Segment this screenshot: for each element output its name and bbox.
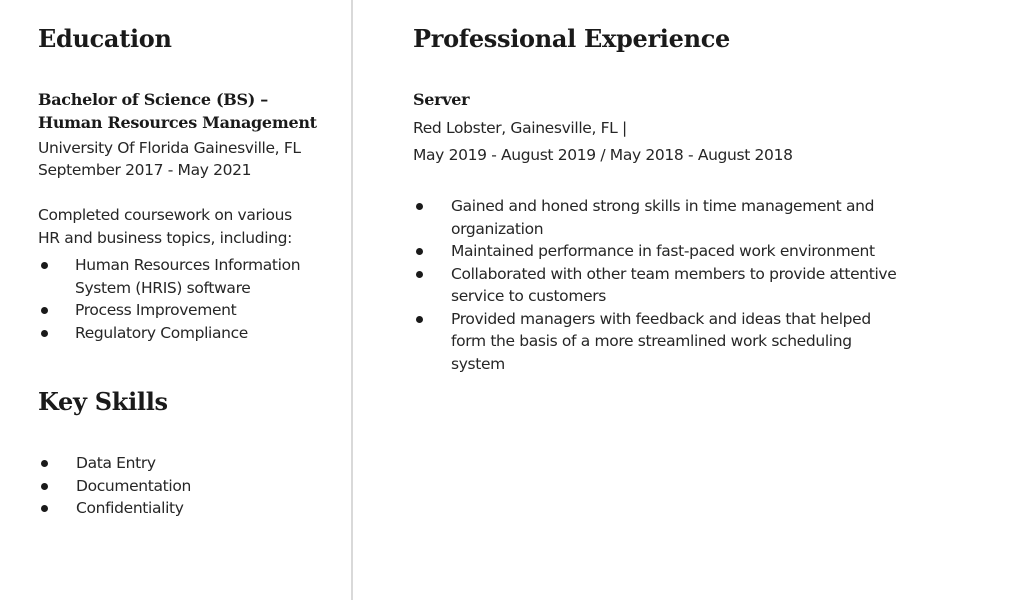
list-item bbox=[38, 322, 328, 345]
skills-list bbox=[38, 452, 328, 520]
employment-dates: May 2019 - August 2019 / May 2018 - August 2018 bbox=[413, 146, 793, 164]
experience-bullets bbox=[413, 195, 953, 375]
skill-label: Documentation bbox=[76, 476, 191, 495]
bullet-line: Gained and honed strong skills in time management and bbox=[451, 197, 875, 215]
bullet-line: Maintained performance in fast-paced work environment bbox=[451, 242, 875, 260]
bullet-line: Provided managers with feedback and ideas that helped bbox=[451, 309, 871, 328]
list-item bbox=[38, 475, 328, 498]
list-item bbox=[413, 240, 953, 263]
key-skills-heading: Key Skills bbox=[38, 387, 168, 416]
course-line: System (HRIS) software bbox=[75, 278, 251, 297]
bullet-icon bbox=[416, 248, 423, 255]
skill-label: Confidentiality bbox=[76, 499, 184, 517]
education-heading: Education bbox=[38, 24, 172, 53]
bullet-icon bbox=[41, 330, 48, 337]
company-location: Red Lobster, Gainesville, FL | bbox=[413, 119, 627, 137]
coursework-list bbox=[38, 254, 328, 344]
bullet-line: service to customers bbox=[451, 287, 607, 305]
skill-label: Data Entry bbox=[76, 454, 156, 472]
bullet-icon bbox=[41, 262, 48, 269]
degree-line-1: Bachelor of Science (BS) – bbox=[38, 90, 268, 109]
course-line: Process Improvement bbox=[75, 301, 237, 319]
list-item bbox=[38, 452, 328, 475]
coursework-line-1: Completed coursework on various bbox=[38, 206, 292, 224]
column-divider bbox=[351, 0, 353, 600]
list-item bbox=[38, 299, 328, 322]
list-item bbox=[413, 308, 953, 376]
job-title: Server bbox=[413, 90, 470, 109]
school-name: University Of Florida Gainesville, FL bbox=[38, 139, 301, 157]
degree-title bbox=[38, 88, 317, 134]
bullet-icon bbox=[41, 460, 48, 467]
coursework-line-2: HR and business topics, including: bbox=[38, 229, 292, 247]
bullet-line: form the basis of a more streamlined work scheduling bbox=[451, 332, 852, 350]
list-item bbox=[413, 195, 953, 240]
list-item bbox=[38, 254, 328, 299]
bullet-line: system bbox=[451, 354, 505, 373]
bullet-icon bbox=[416, 271, 423, 278]
bullet-icon bbox=[416, 316, 423, 323]
degree-line-2: Human Resources Management bbox=[38, 113, 317, 132]
bullet-line: Collaborated with other team members to provide attentive bbox=[451, 264, 897, 283]
course-line: Regulatory Compliance bbox=[75, 323, 248, 342]
course-line: Human Resources Information bbox=[75, 256, 301, 274]
bullet-icon bbox=[41, 483, 48, 490]
list-item bbox=[38, 497, 328, 520]
education-dates: September 2017 - May 2021 bbox=[38, 161, 252, 179]
bullet-icon bbox=[41, 307, 48, 314]
bullet-icon bbox=[41, 505, 48, 512]
bullet-line: organization bbox=[451, 219, 544, 238]
experience-heading: Professional Experience bbox=[413, 24, 731, 53]
list-item bbox=[413, 263, 953, 308]
bullet-icon bbox=[416, 203, 423, 210]
